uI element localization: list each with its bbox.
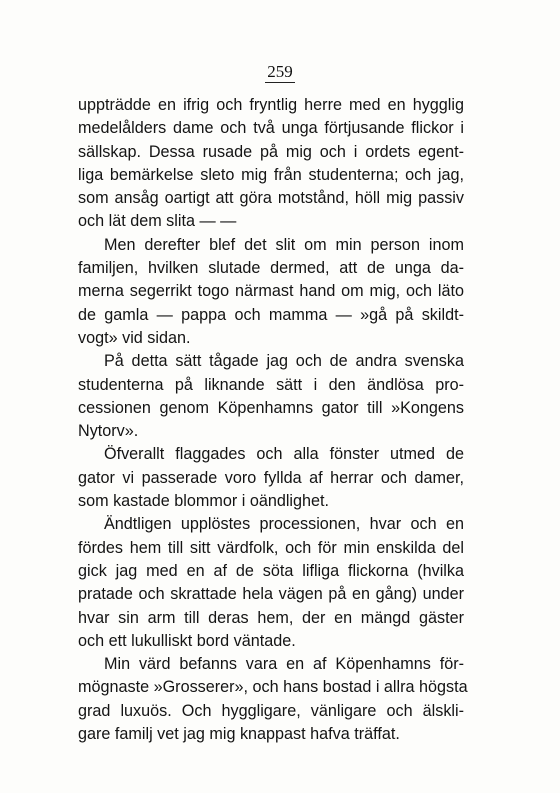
text-line: Men derefter blef det slit om min person inom: [104, 235, 464, 254]
text-line: cessionen genom Köpenhamns gator till »Kongens: [78, 398, 464, 417]
text-line: de gamla — pappa och mamma — »gå på skildt-: [78, 305, 464, 324]
text-line: mögnaste »Grosserer», och hans bostad i allra högsta: [78, 678, 468, 697]
text-line: Öfverallt flaggades och alla fönster utmed de: [104, 445, 464, 464]
text-line: gare familj vet jag mig knappast hafva träffat.: [78, 725, 400, 744]
text-line: som ansåg oartigt att göra motstånd, höll mig passiv: [78, 189, 464, 208]
text-line: Ändtligen upplöstes processionen, hvar och en: [104, 515, 464, 534]
text-line: grad luxuös. Och hyggligare, vänligare och älskli-: [78, 701, 464, 720]
text-line: Nytorv».: [78, 422, 139, 441]
text-line: och ett lukulliskt bord väntade.: [78, 631, 296, 650]
page-number-text: 259: [267, 62, 293, 81]
text-line: sällskap. Dessa rusade på mig och i ordets egent-: [78, 142, 464, 161]
page-number: [0, 62, 560, 83]
text-line: fördes hem till sitt värdfolk, och för min enskilda del: [78, 538, 464, 557]
text-line: gator vi passerade voro fyllda af herrar och damer,: [78, 468, 464, 487]
text-line: familjen, hvilken slutade dermed, att de unga da-: [78, 259, 464, 278]
text-line: och lät dem slita — —: [78, 212, 237, 231]
text-line: vogt» vid sidan.: [78, 328, 191, 347]
text-line: På detta sätt tågade jag och de andra svenska: [104, 352, 464, 371]
text-line: uppträdde en ifrig och fryntlig herre med en hygglig: [78, 96, 464, 114]
body-text: [78, 94, 468, 746]
text-line: liga bemärkelse sleto mig från studenterna; och jag,: [78, 165, 464, 184]
text-line: gick jag med en af de söta lifliga flickorna (hvilka: [78, 561, 464, 580]
text-line: pratade och skrattade hela vägen på en gång) under: [78, 585, 464, 604]
text-line: Min värd befanns vara en af Köpenhamns för-: [104, 655, 464, 674]
text-line: merna segerrikt togo närmast hand om mig, och läto: [78, 282, 464, 301]
text-line: hvar sin arm till deras hem, der en mängd gäster: [78, 608, 464, 627]
text-line: medelålders dame och två unga förtjusande flickor i: [78, 119, 464, 138]
text-line: studenterna på liknande sätt i den ändlösa pro-: [78, 375, 464, 394]
text-line: som kastade blommor i oändlighet.: [78, 492, 330, 511]
